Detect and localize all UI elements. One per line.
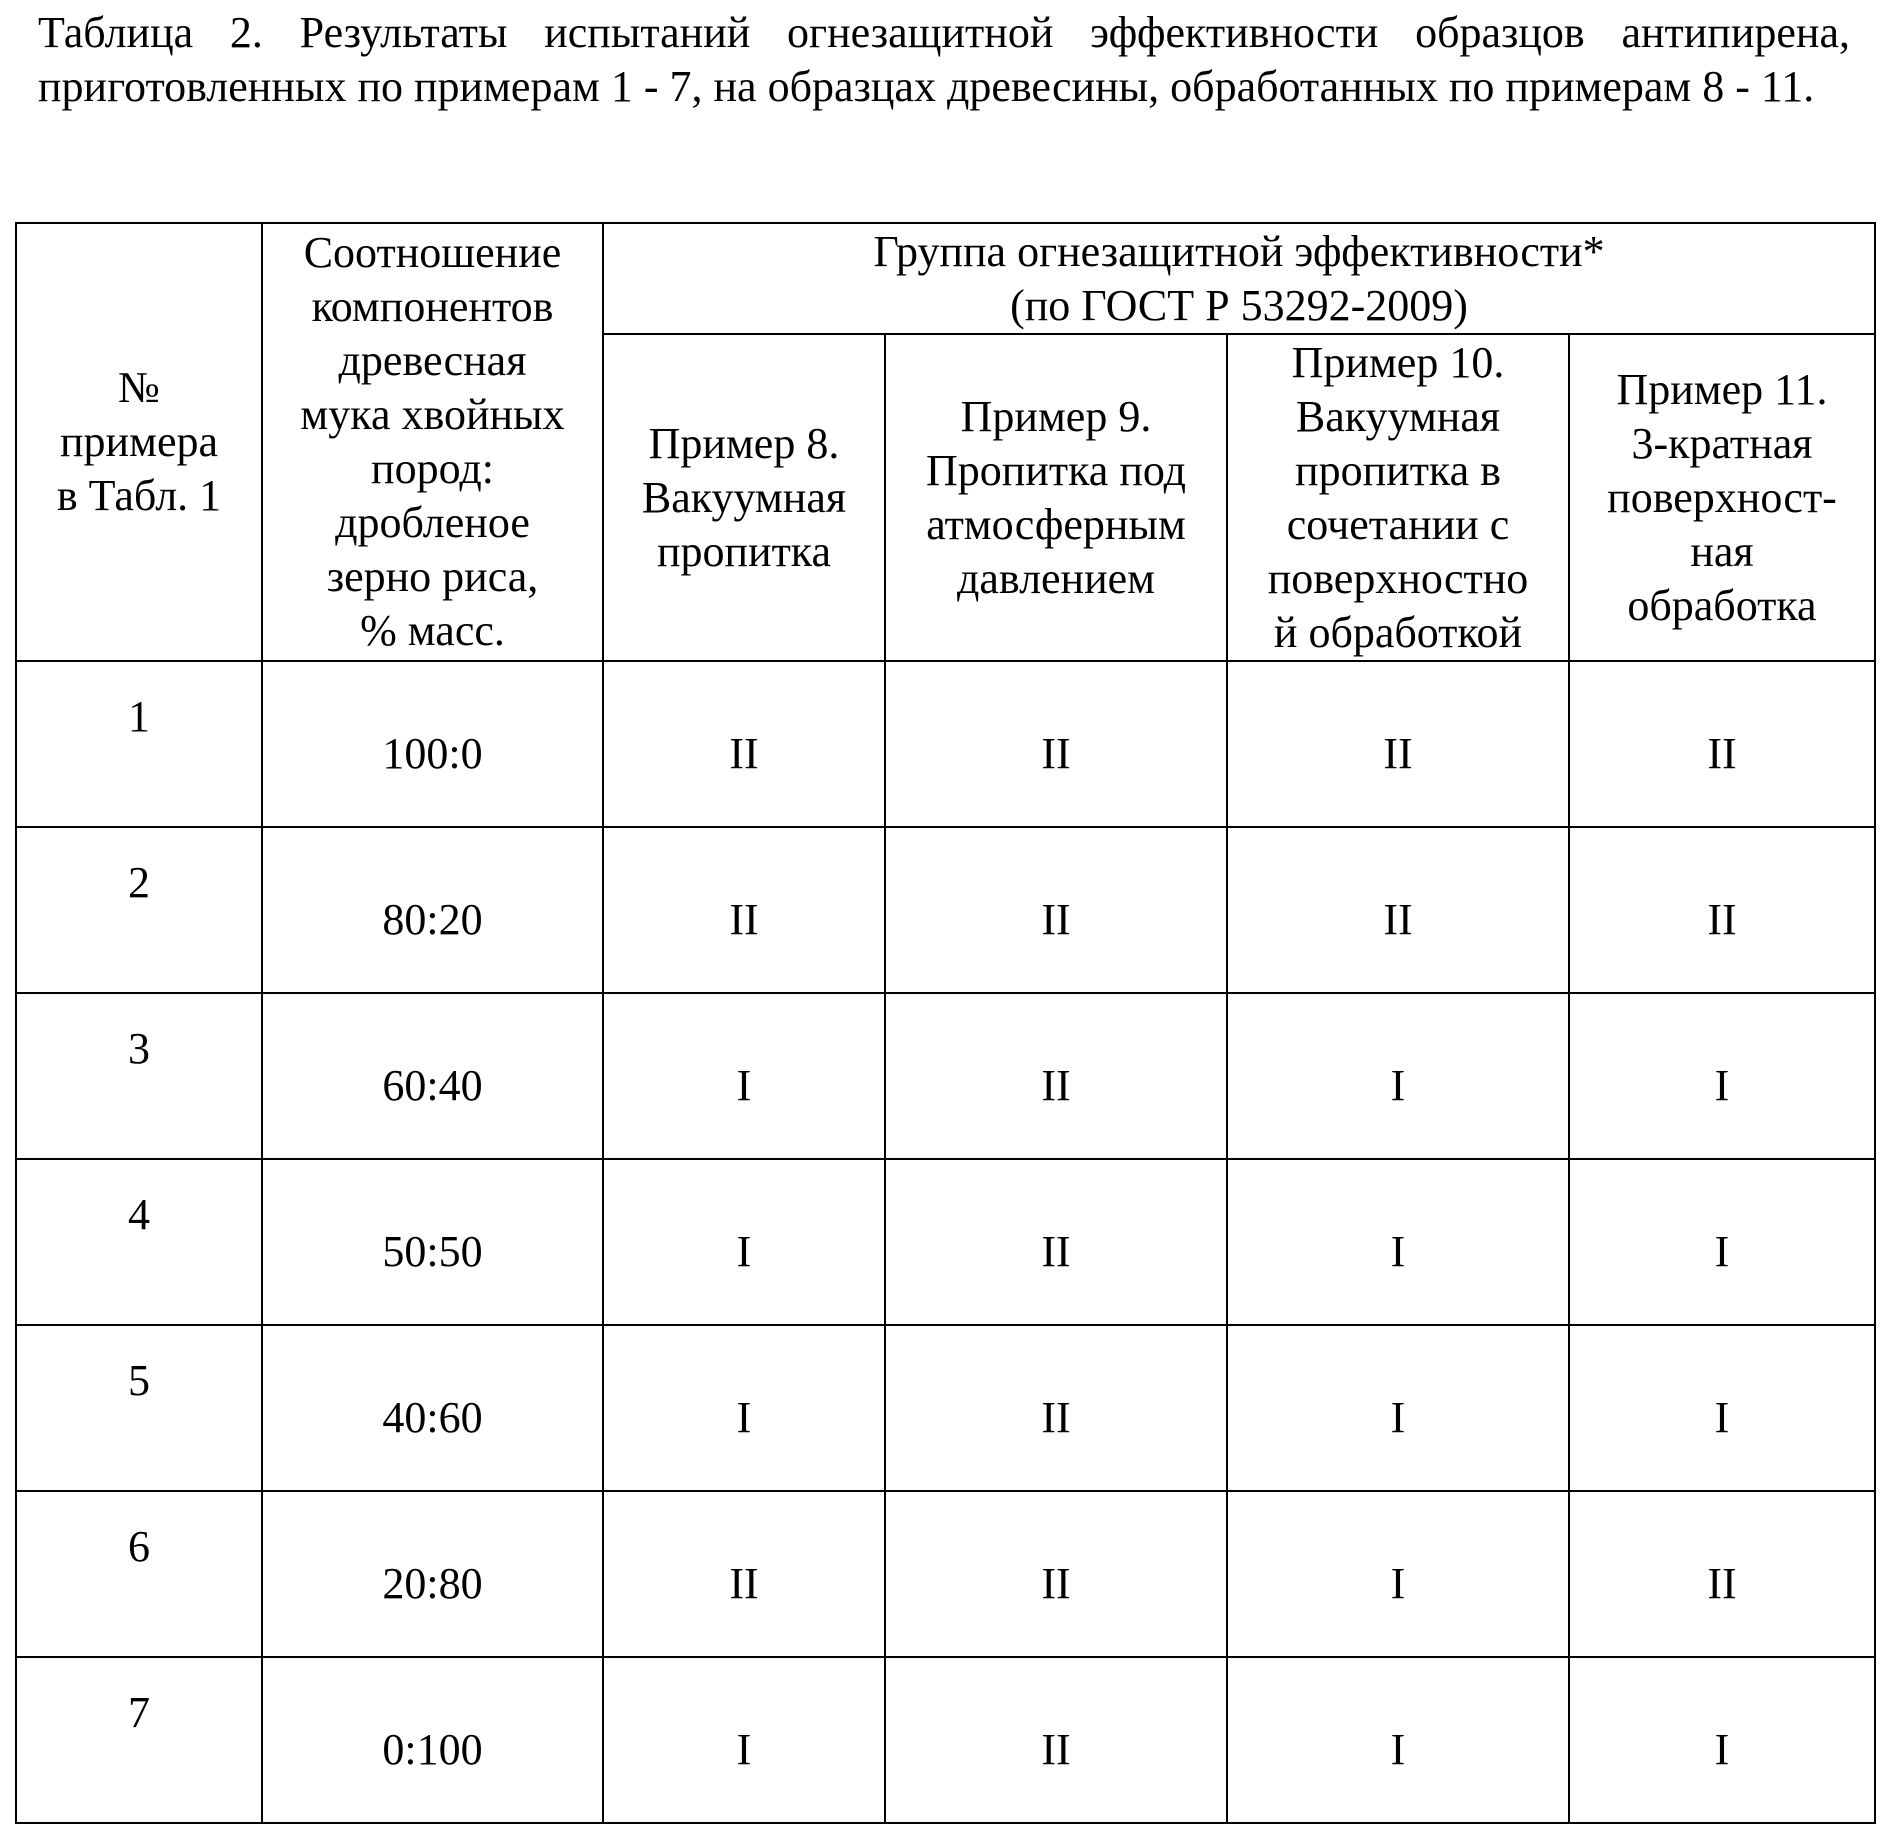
table-row (16, 1159, 1875, 1325)
cell-example-number: 4 (16, 1159, 262, 1325)
cell-ratio: 40:60 (262, 1325, 603, 1491)
cell-example-number: 1 (16, 661, 262, 827)
table-caption: Таблица 2. Результаты испытаний огнезащитной эффективности образцов антипирена, приготовленных по примерам 1 - 7, на образцах древесины, обработанных по примерам 8 - 11. (38, 8, 1850, 111)
cell-ratio: 100:0 (262, 661, 603, 827)
header-example-11: Пример 11. 3-кратная поверхност- ная обработка (1569, 334, 1875, 661)
cell-example-number: 6 (16, 1491, 262, 1657)
cell-ratio: 50:50 (262, 1159, 603, 1325)
table-row (16, 1657, 1875, 1823)
cell-example-10: I (1227, 1159, 1569, 1325)
cell-ratio: 60:40 (262, 993, 603, 1159)
cell-example-11: II (1569, 827, 1875, 993)
cell-example-9: II (885, 1159, 1227, 1325)
cell-example-11: I (1569, 993, 1875, 1159)
cell-example-10: I (1227, 1657, 1569, 1823)
cell-example-11: II (1569, 1491, 1875, 1657)
cell-example-10: I (1227, 1325, 1569, 1491)
cell-example-9: II (885, 1325, 1227, 1491)
header-component-ratio: Соотношение компонентов древесная мука хвойных пород: дробленое зерно риса, % масс. (262, 223, 603, 661)
cell-example-8: I (603, 1657, 885, 1823)
cell-example-9: II (885, 1657, 1227, 1823)
table-row (16, 827, 1875, 993)
cell-example-11: II (1569, 661, 1875, 827)
cell-example-8: II (603, 827, 885, 993)
cell-example-11: I (1569, 1325, 1875, 1491)
table-row (16, 661, 1875, 827)
table-row (16, 1491, 1875, 1657)
cell-example-number: 7 (16, 1657, 262, 1823)
header-example-9: Пример 9. Пропитка под атмосферным давлением (885, 334, 1227, 661)
cell-example-9: II (885, 661, 1227, 827)
cell-example-number: 2 (16, 827, 262, 993)
header-example-8: Пример 8. Вакуумная пропитка (603, 334, 885, 661)
cell-example-10: II (1227, 661, 1569, 827)
cell-example-11: I (1569, 1657, 1875, 1823)
cell-example-9: II (885, 993, 1227, 1159)
cell-example-8: I (603, 993, 885, 1159)
header-example-10: Пример 10. Вакуумная пропитка в сочетании с поверхностно й обработкой (1227, 334, 1569, 661)
cell-example-9: II (885, 1491, 1227, 1657)
header-example-number: № примера в Табл. 1 (16, 223, 262, 661)
cell-example-8: I (603, 1325, 885, 1491)
cell-ratio: 20:80 (262, 1491, 603, 1657)
header-fire-protection-group: Группа огнезащитной эффективности* (по ГОСТ Р 53292-2009) (603, 223, 1875, 334)
cell-example-10: I (1227, 993, 1569, 1159)
cell-example-10: II (1227, 827, 1569, 993)
cell-example-11: I (1569, 1159, 1875, 1325)
cell-example-10: I (1227, 1491, 1569, 1657)
results-table (15, 222, 1876, 1824)
cell-ratio: 80:20 (262, 827, 603, 993)
cell-example-number: 3 (16, 993, 262, 1159)
cell-example-8: II (603, 661, 885, 827)
table-row (16, 1325, 1875, 1491)
table-row (16, 993, 1875, 1159)
cell-example-8: I (603, 1159, 885, 1325)
cell-example-8: II (603, 1491, 885, 1657)
cell-ratio: 0:100 (262, 1657, 603, 1823)
cell-example-number: 5 (16, 1325, 262, 1491)
cell-example-9: II (885, 827, 1227, 993)
